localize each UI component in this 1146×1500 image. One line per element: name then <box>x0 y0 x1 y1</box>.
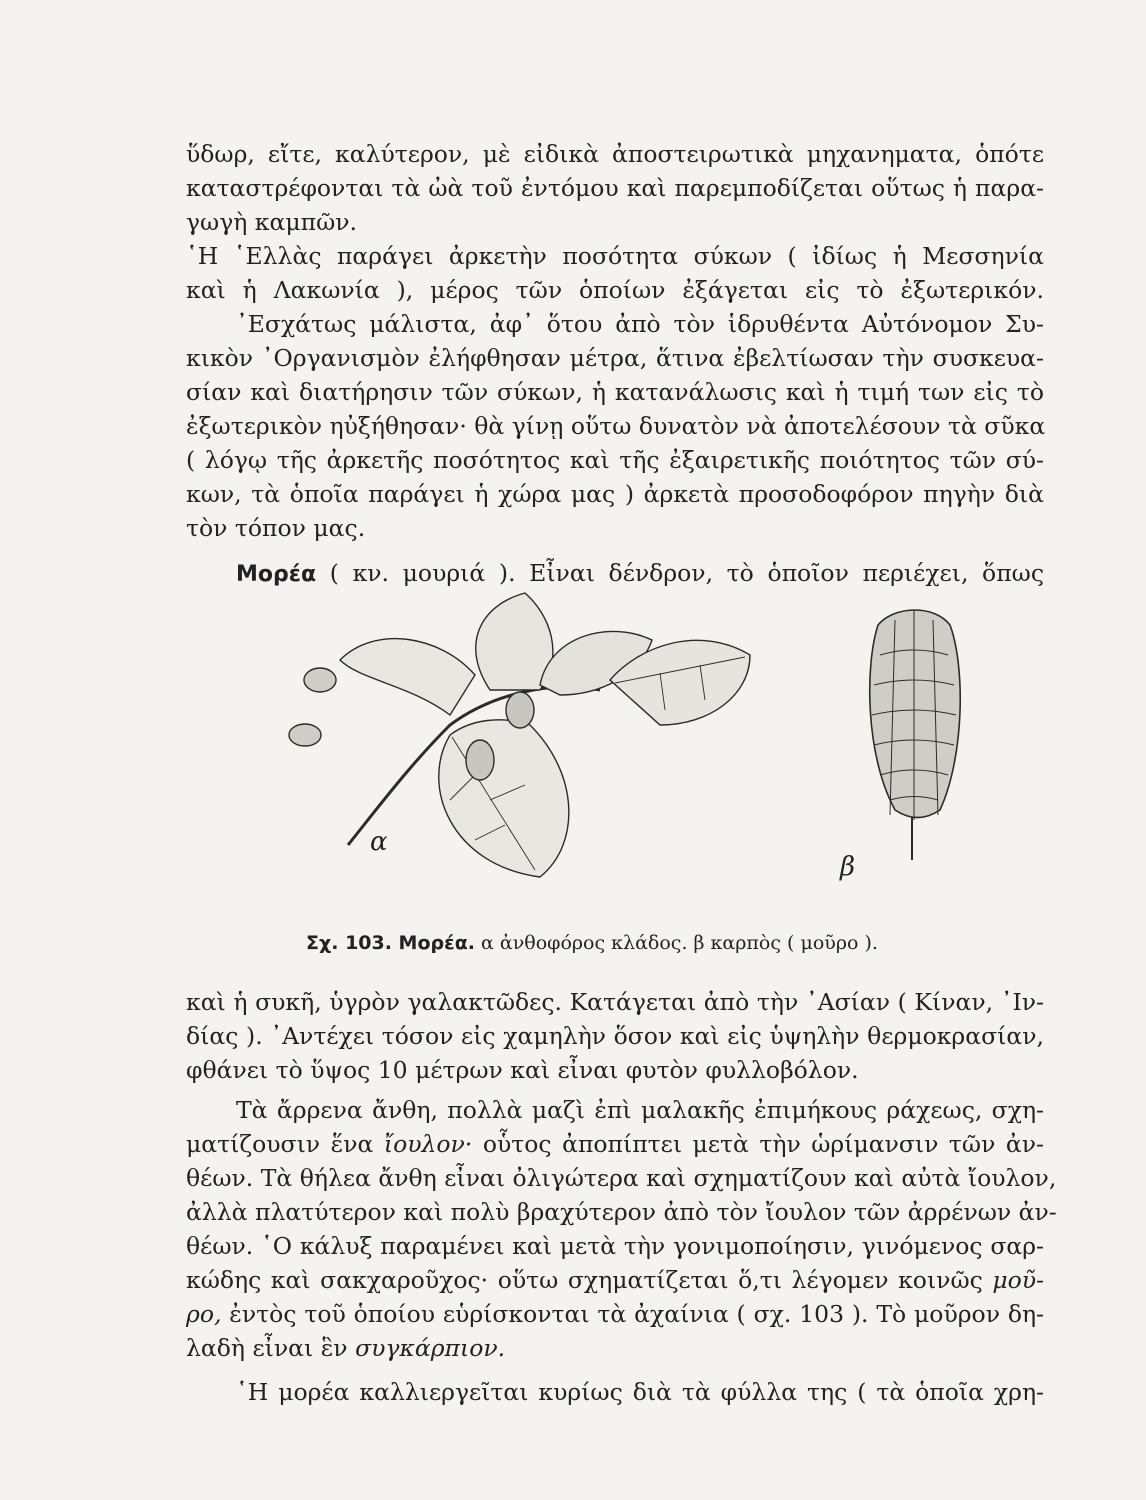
text-line: φθάνει τὸ ὕψος 10 μέτρων καὶ εἶναι φυτὸν φυλλοβόλον. <box>186 1056 859 1084</box>
text-line: ῾Η ῾Ελλὰς παράγει ἀρκετὴν ποσότητα σύκων ( ἰδίως ἡ Μεσσηνία <box>186 242 1044 270</box>
paragraph-1 <box>186 137 1044 239</box>
mulberry-illustration <box>280 585 980 885</box>
italic-term: ἴουλον· <box>383 1130 473 1158</box>
text-line: καὶ ἡ Λακωνία ), μέρος τῶν ὁποίων ἐξάγεται εἰς τὸ ἐξωτερικόν. <box>186 276 1044 304</box>
catkin <box>466 740 494 780</box>
italic-term: ρο, <box>186 1300 222 1328</box>
section-heading: Μορέα <box>236 562 317 587</box>
text-line <box>186 1297 1044 1331</box>
text-line: ( λόγῳ τῆς ἀρκετῆς ποσότητος καὶ τῆς ἐξαιρετικῆς ποιότητος τῶν σύ- <box>186 446 1044 474</box>
catkin <box>289 724 321 746</box>
leaf-outline <box>340 639 475 715</box>
paragraph-4 <box>186 985 1044 1087</box>
text-line <box>186 1331 1044 1365</box>
text-line: ᾿Εσχάτως μάλιστα, ἀφ᾿ ὅτου ἀπὸ τὸν ἱδρυθέντα Αὐτόνομον Συ- <box>236 310 1044 338</box>
italic-term: μοῦ- <box>992 1266 1044 1294</box>
text-span: ματίζουσιν ἕνα <box>186 1130 384 1158</box>
text-line: καταστρέφονται τὰ ὠὰ τοῦ ἐντόμου καὶ παρεμποδίζεται οὕτως ἡ παρα- <box>186 174 1044 202</box>
text-line: ἀλλὰ πλατύτερον καὶ πολὺ βραχύτερον ἀπὸ τὸν ἴουλον τῶν ἀρρένων ἀν- <box>186 1198 1057 1226</box>
text-span: οὗτος ἀποπίπτει μετὰ τὴν ὡρίμανσιν τῶν ἀν- <box>472 1130 1044 1158</box>
text-line: ὕδωρ, εἴτε, καλύτερον, μὲ εἰδικὰ ἀποστειρωτικὰ μηχανηματα, ὁπότε <box>186 140 1044 168</box>
text-line: θέων. ῾Ο κάλυξ παραμένει καὶ μετὰ τὴν γονιμοποίησιν, γινόμενος σαρ- <box>186 1232 1044 1260</box>
paragraph-5 <box>186 1093 1057 1365</box>
figure-label-b: β <box>840 852 856 882</box>
figure-label-a: α <box>370 827 388 857</box>
text-line: κικὸν ᾿Οργανισμὸν ἐλήφθησαν μέτρα, ἅτινα ἐβελτίωσαν τὴν συσκευα- <box>186 344 1044 372</box>
text-span: κώδης καὶ σακχαροῦχος· οὕτω σχηματίζεται ὅ,τι λέγομεν κοινῶς <box>186 1266 993 1294</box>
text-line: κων, τὰ ὁποῖα παράγει ἡ χώρα μας ) ἀρκετὰ προσοδοφόρον πηγὴν διὰ <box>186 480 1044 508</box>
paragraph-3 <box>186 307 1044 545</box>
section-heading-rest: ( κν. μουριά ). Εἶναι δένδρον, τὸ ὁποῖον περιέχει, ὅπως <box>329 559 1044 587</box>
text-line <box>186 1263 1044 1297</box>
text-line: Τὰ ἄρρενα ἄνθη, πολλὰ μαζὶ ἐπὶ μαλακῆς ἐπιμήκους ράχεως, σχη- <box>236 1096 1044 1124</box>
leaf-outline <box>476 593 553 690</box>
text-line: δίας ). ᾿Αντέχει τόσον εἰς χαμηλὴν ὅσον καὶ εἰς ὑψηλὴν θερμοκρασίαν, <box>186 1022 1044 1050</box>
text-line: ῾Η μορέα καλλιεργεῖται κυρίως διὰ τὰ φύλλα της ( τὰ ὁποῖα χρη- <box>236 1378 1044 1406</box>
text-line: σίαν καὶ διατήρησιν τῶν σύκων, ἡ κατανάλωσις καὶ ἡ τιμή των εἰς τὸ <box>186 378 1044 406</box>
catkin <box>506 692 534 728</box>
paragraph-6 <box>186 1375 1044 1409</box>
leaf-outline <box>439 720 569 877</box>
mulberry-figure <box>280 585 980 885</box>
text-span: λαδὴ εἶναι ἓν <box>186 1334 356 1362</box>
text-line: καὶ ἡ συκῆ, ὑγρὸν γαλακτῶδες. Κατάγεται ἀπὸ τὴν ᾿Ασίαν ( Κίναν, ᾿Ιν- <box>186 988 1044 1016</box>
mulberry-fruit <box>870 610 961 860</box>
text-line: γωγὴ καμπῶν. <box>186 208 357 236</box>
text-line <box>186 1127 1044 1161</box>
catkin <box>304 668 336 692</box>
figure-caption <box>306 932 1066 954</box>
italic-term: συγκάρπιον. <box>355 1334 506 1362</box>
text-line: ἐξωτερικὸν ηὐξήθησαν· θὰ γίνῃ οὕτω δυνατὸν νὰ ἀποτελέσουν τὰ σῦκα <box>186 412 1046 440</box>
caption-number: Σχ. 103. Μορέα. <box>306 932 475 954</box>
paragraph-2 <box>186 239 1044 307</box>
caption-text: α ἀνθοφόρος κλάδος. β καρπὸς ( μοῦρο ). <box>481 932 878 954</box>
text-line: τὸν τόπον μας. <box>186 514 366 542</box>
text-line: θέων. Τὰ θήλεα ἄνθη εἶναι ὀλιγώτερα καὶ σχηματίζουν καὶ αὐτὰ ἴουλον, <box>186 1164 1057 1192</box>
text-span: ἐντὸς τοῦ ὁποίου εὑρίσκονται τὰ ἀχαίνια ( σχ. 103 ). Τὸ μοῦρον δη- <box>221 1300 1044 1328</box>
